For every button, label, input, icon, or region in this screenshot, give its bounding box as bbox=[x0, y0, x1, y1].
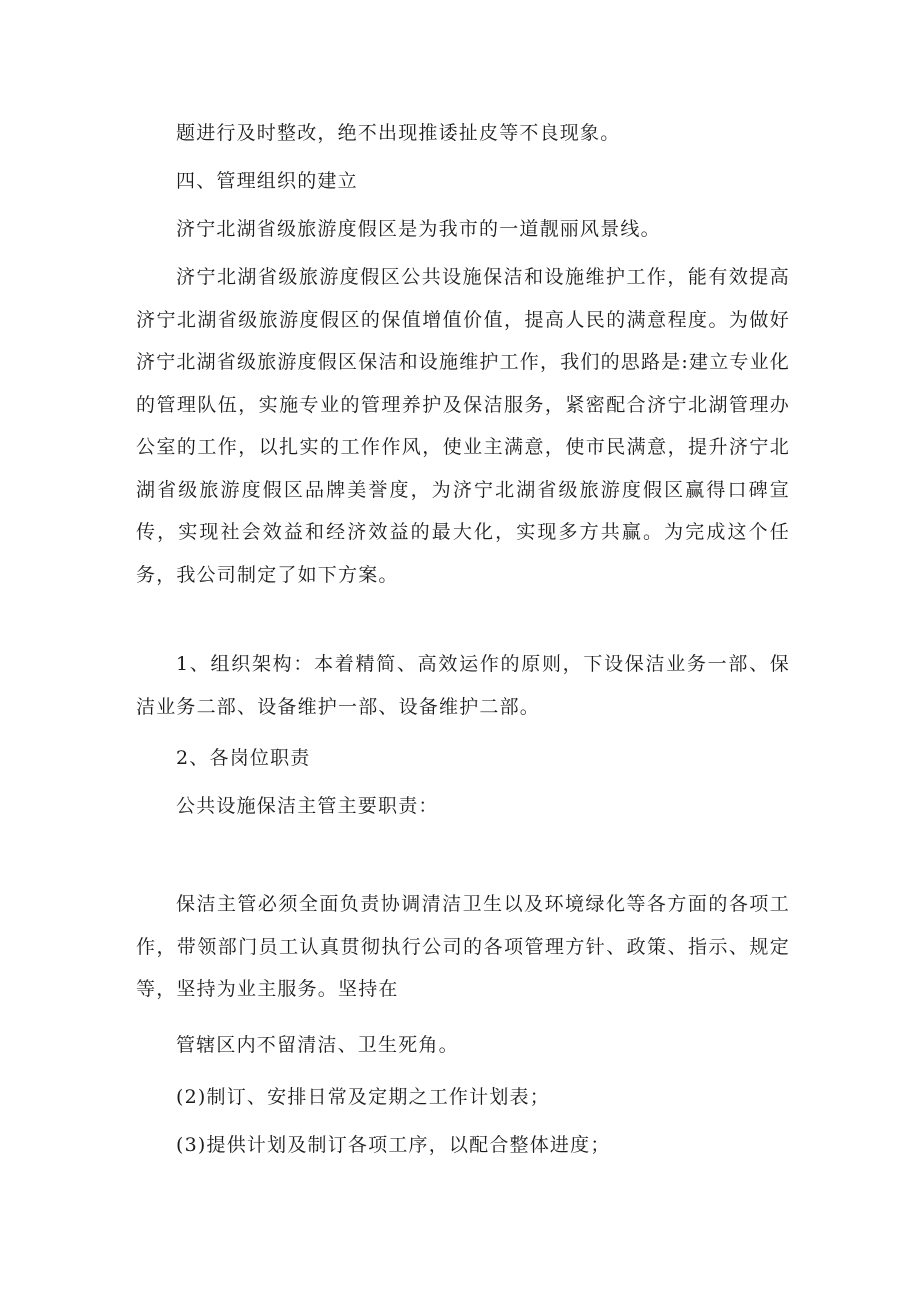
list-item-3: (3)提供计划及制订各项工序，以配合整体进度； bbox=[176, 1134, 611, 1156]
paragraph-no-dead-corner: 管辖区内不留清洁、卫生死角。 bbox=[176, 1034, 459, 1056]
section-heading: 四、管理组织的建立 bbox=[176, 170, 358, 192]
duties-title: 公共设施保洁主管主要职责： bbox=[176, 795, 439, 817]
paragraph-continuation: 题进行及时整改，绝不出现推诿扯皮等不良现象。 bbox=[176, 122, 621, 144]
list-item-2: (2)制订、安排日常及定期之工作计划表； bbox=[176, 1086, 550, 1108]
paragraph-org-structure: 1、组织架构：本着精简、高效运作的原则，下设保洁业务一部、保洁业务二部、设备维护一部、设备维护二部。 bbox=[136, 653, 790, 718]
paragraph-main: 济宁北湖省级旅游度假区公共设施保洁和设施维护工作，能有效提高济宁北湖省级旅游度假区的保值增值价值，提高人民的满意程度。为做好济宁北湖省级旅游度假区保洁和设施维护工作，我们的思路是:建立专业化的管理队伍，实施专业的管理养护及保洁服务，紧密配合济宁北湖管理办公室的工作，以扎实的工作作风，使业主满意，使市民满意，提升济宁北湖省级旅游度假区品牌美誉度，为济宁北湖省级旅游度假区赢得口碑宣传，实现社会效益和经济效益的最大化，实现多方共赢。为完成这个任务，我公司制定了如下方案。 bbox=[136, 266, 791, 586]
subheading-duties: 2、各岗位职责 bbox=[176, 747, 311, 769]
paragraph-supervisor-duties: 保洁主管必须全面负责协调清洁卫生以及环境绿化等各方面的各项工作，带领部门员工认真贯彻执行公司的各项管理方针、政策、指示、规定等，坚持为业主服务。坚持在 bbox=[136, 893, 790, 1000]
paragraph-intro: 济宁北湖省级旅游度假区是为我市的一道靓丽风景线。 bbox=[176, 218, 661, 240]
